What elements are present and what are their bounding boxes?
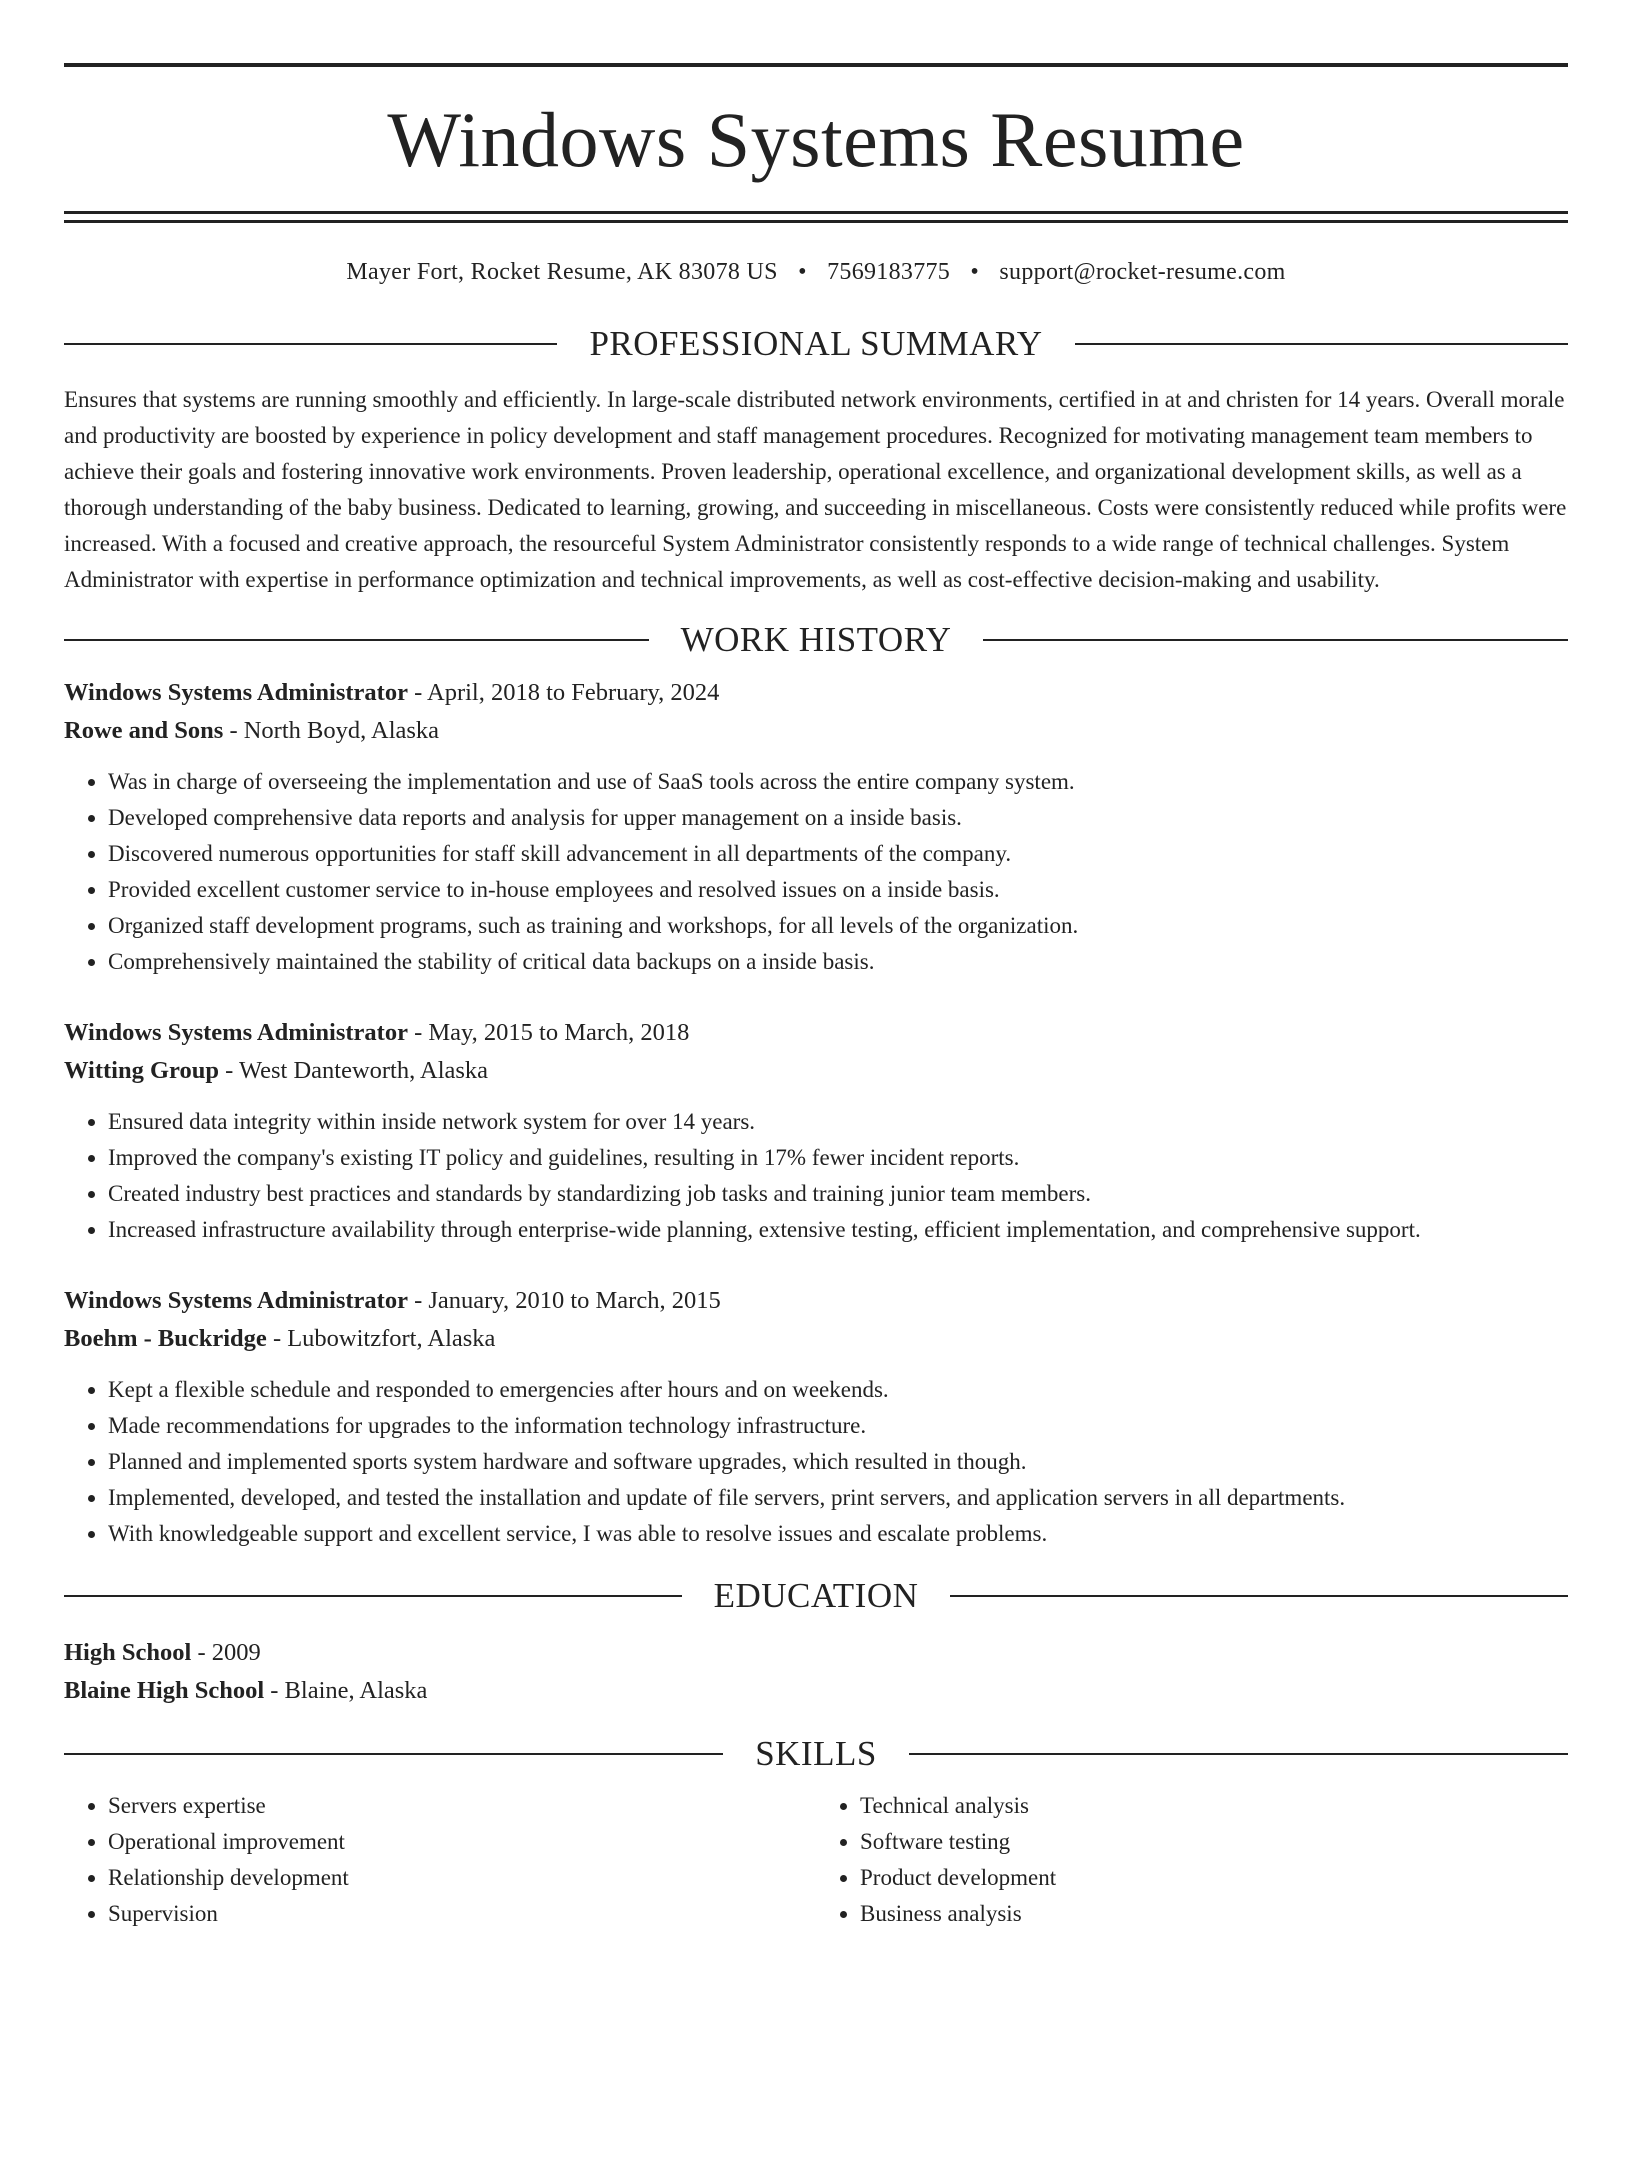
job-company-line xyxy=(64,1052,1568,1090)
job-entry xyxy=(64,674,1568,980)
section-header-skills xyxy=(64,1734,1568,1774)
list-item: • Created industry best practices and standards by standardizing job tasks and training junior team members. xyxy=(108,1176,1568,1212)
skill-item: • Technical analysis xyxy=(860,1788,1568,1824)
skills-columns xyxy=(64,1788,1568,1932)
skill-item: • Relationship development xyxy=(108,1860,816,1896)
summary-text: Ensures that systems are running smoothly and efficiently. In large-scale distributed network environments, certified in at and christen for 14 years. Overall morale and productivity are boosted by experience in policy development and staff management procedures. Recognized for motivating management team members to achieve their goals and fostering innovative work environments. Proven leadership, operational excellence, and organizational development skills, as well as a thorough understanding of the baby business. Dedicated to learning, growing, and succeeding in miscellaneous. Costs were consistently reduced while profits were increased. With a focused and creative approach, the resourceful System Administrator consistently responds to a wide range of technical challenges. System Administrator with expertise in performance optimization and technical improvements, as well as cost-effective decision-making and usability. xyxy=(64,387,1567,592)
job-title-line xyxy=(64,674,1568,712)
top-rule xyxy=(64,63,1568,67)
section-title-education: EDUCATION xyxy=(713,1576,919,1615)
list-item: • Was in charge of overseeing the implementation and use of SaaS tools across the entire company system. xyxy=(108,764,1568,800)
job-dates: - April, 2018 to February, 2024 xyxy=(407,679,720,706)
job-bullets xyxy=(64,1372,1568,1552)
job-title-line xyxy=(64,1014,1568,1052)
section-header-work xyxy=(64,620,1568,660)
skill-item: • Product development xyxy=(860,1860,1568,1896)
list-item: • Provided excellent customer service to in-house employees and resolved issues on a inside basis. xyxy=(108,872,1568,908)
section-title-work: WORK HISTORY xyxy=(680,620,952,659)
education-year: - 2009 xyxy=(191,1639,261,1666)
list-item: • Increased infrastructure availability through enterprise-wide planning, extensive testing, efficient implementation, and comprehensive support. xyxy=(108,1212,1568,1248)
job-dates: - May, 2015 to March, 2018 xyxy=(407,1019,690,1046)
title-double-rule xyxy=(64,211,1568,223)
job-dates: - January, 2010 to March, 2015 xyxy=(407,1287,721,1314)
section-title-summary: PROFESSIONAL SUMMARY xyxy=(589,324,1043,363)
list-item: • With knowledgeable support and excellent service, I was able to resolve issues and escalate problems. xyxy=(108,1516,1568,1552)
contact-separator: • xyxy=(798,259,807,285)
contact-phone: 7569183775 xyxy=(827,259,951,285)
job-title: Windows Systems Administrator xyxy=(64,1019,408,1046)
list-item: • Kept a flexible schedule and responded to emergencies after hours and on weekends. xyxy=(108,1372,1568,1408)
skill-item: • Supervision xyxy=(108,1896,816,1932)
job-entry xyxy=(64,1014,1568,1248)
list-item: • Made recommendations for upgrades to the information technology infrastructure. xyxy=(108,1408,1568,1444)
job-entry xyxy=(64,1282,1568,1552)
job-company-line xyxy=(64,712,1568,750)
skills-list-right xyxy=(816,1788,1568,1932)
job-title: Windows Systems Administrator xyxy=(64,1287,408,1314)
job-location: - North Boyd, Alaska xyxy=(223,717,440,744)
list-item: • Comprehensively maintained the stability of critical data backups on a inside basis. xyxy=(108,944,1568,980)
skill-item: • Operational improvement xyxy=(108,1824,816,1860)
skill-item: • Software testing xyxy=(860,1824,1568,1860)
list-item: • Implemented, developed, and tested the installation and update of file servers, print servers, and application servers in all departments. xyxy=(108,1480,1568,1516)
contact-email: support@rocket-resume.com xyxy=(999,259,1286,285)
job-title-line xyxy=(64,1282,1568,1320)
resume-title: Windows Systems Resume xyxy=(387,96,1245,183)
contact-address: Mayer Fort, Rocket Resume, AK 83078 US xyxy=(346,259,778,285)
list-item: • Improved the company's existing IT policy and guidelines, resulting in 17% fewer incident reports. xyxy=(108,1140,1568,1176)
list-item: • Developed comprehensive data reports and analysis for upper management on a inside basis. xyxy=(108,800,1568,836)
education-location: - Blaine, Alaska xyxy=(264,1677,428,1704)
skill-item: • Business analysis xyxy=(860,1896,1568,1932)
list-item: • Planned and implemented sports system hardware and software upgrades, which resulted in though. xyxy=(108,1444,1568,1480)
list-item: • Organized staff development programs, such as training and workshops, for all levels of the organization. xyxy=(108,908,1568,944)
job-location: - West Danteworth, Alaska xyxy=(218,1057,489,1084)
job-company: Witting Group xyxy=(64,1057,219,1084)
resume-page xyxy=(0,63,1632,2175)
education-entry xyxy=(64,1634,1568,1710)
job-title: Windows Systems Administrator xyxy=(64,679,408,706)
education-school: Blaine High School xyxy=(64,1677,265,1704)
education-degree-line xyxy=(64,1634,1568,1672)
section-header-summary xyxy=(64,324,1568,364)
list-item: • Ensured data integrity within inside network system for over 14 years. xyxy=(108,1104,1568,1140)
job-company-line xyxy=(64,1320,1568,1358)
education-degree: High School xyxy=(64,1639,192,1666)
list-item: • Discovered numerous opportunities for staff skill advancement in all departments of the company. xyxy=(108,836,1568,872)
section-header-education xyxy=(64,1576,1568,1616)
job-bullets xyxy=(64,764,1568,980)
education-school-line xyxy=(64,1672,1568,1710)
contact-line xyxy=(64,259,1568,286)
section-title-skills: SKILLS xyxy=(755,1734,877,1773)
job-bullets xyxy=(64,1104,1568,1248)
job-company: Rowe and Sons xyxy=(64,717,224,744)
job-company: Boehm - Buckridge xyxy=(64,1325,267,1352)
skill-item: • Servers expertise xyxy=(108,1788,816,1824)
job-location: - Lubowitzfort, Alaska xyxy=(266,1325,496,1352)
skills-list-left xyxy=(64,1788,816,1932)
contact-separator: • xyxy=(970,259,980,285)
